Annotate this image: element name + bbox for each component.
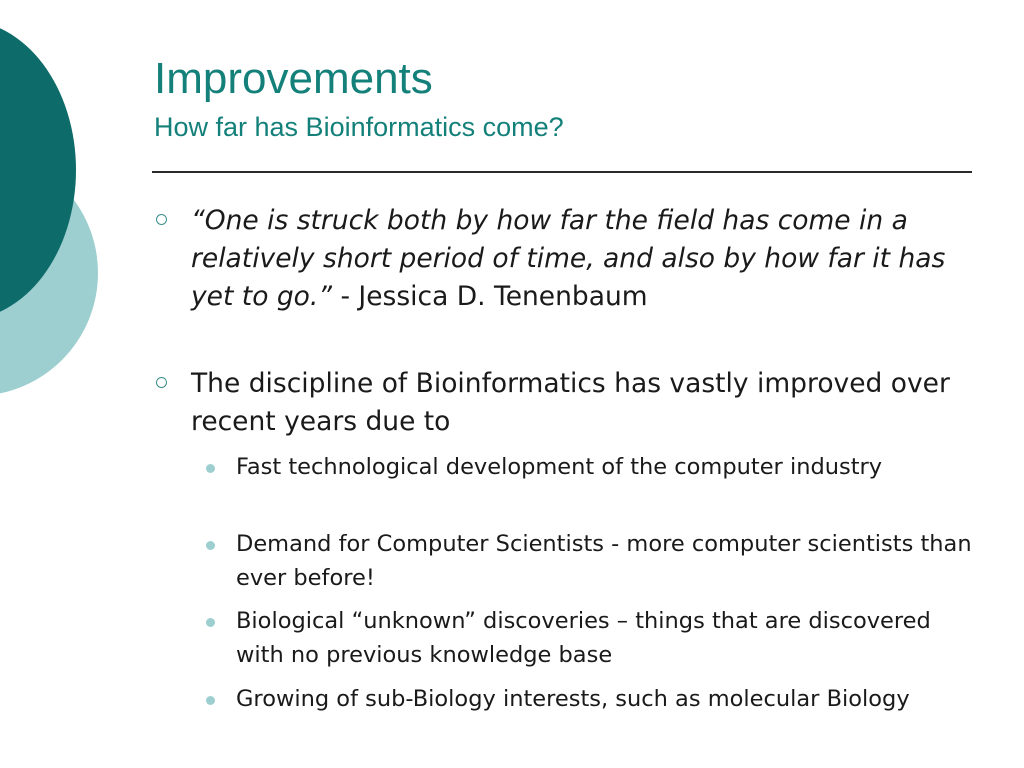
filled-dot-bullet-icon xyxy=(206,618,215,627)
bullet-quote xyxy=(191,202,981,316)
filled-dot-bullet-icon xyxy=(206,696,215,705)
sub-bullet-item xyxy=(236,527,976,595)
slide-subtitle: How far has Bioinformatics come? xyxy=(154,112,564,142)
filled-dot-bullet-icon xyxy=(206,464,215,473)
hollow-circle-bullet-icon xyxy=(156,214,167,225)
bullet-text: The discipline of Bioinformatics has vastly improved over recent years due to xyxy=(191,368,950,437)
sub-bullet-item xyxy=(236,682,976,716)
sub-bullet-item xyxy=(236,604,976,672)
sub-bullet-text: Biological “unknown” discoveries – things that are discovered with no previous knowledge base xyxy=(236,608,931,668)
quote-text: “One is struck both by how far the field has come in a relatively short period of time, and also by how far it has yet to go.” xyxy=(191,205,946,312)
filled-dot-bullet-icon xyxy=(206,541,215,550)
sub-bullet-text: Fast technological development of the computer industry xyxy=(236,454,883,480)
sub-bullet-item xyxy=(236,450,976,484)
bullet-discipline xyxy=(191,365,981,441)
quote-attribution: - Jessica D. Tenenbaum xyxy=(332,281,648,312)
sub-bullet-text: Demand for Computer Scientists - more computer scientists than ever before! xyxy=(236,531,972,591)
slide-title: Improvements xyxy=(154,54,433,103)
hollow-circle-bullet-icon xyxy=(156,377,167,388)
sub-bullet-text: Growing of sub-Biology interests, such as molecular Biology xyxy=(236,686,910,712)
title-divider xyxy=(152,171,972,173)
